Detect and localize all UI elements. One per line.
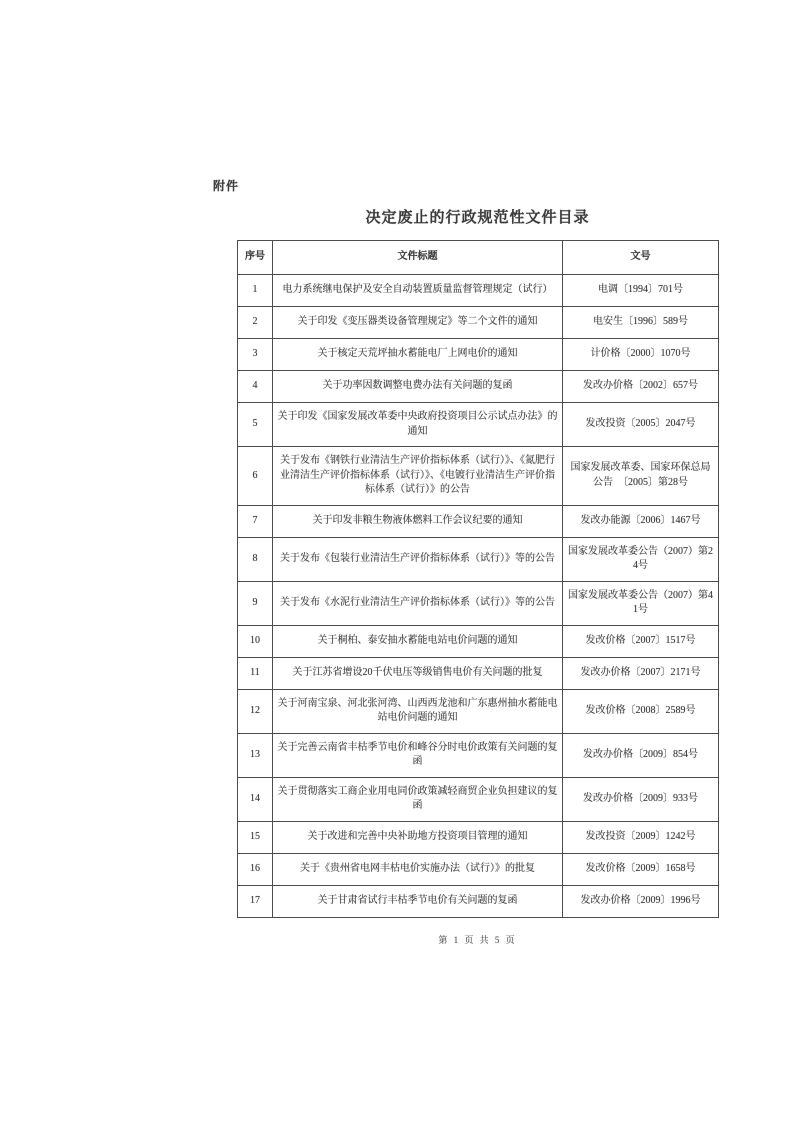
row-number-cell: 发改价格〔2007〕1517号 [563, 625, 719, 657]
row-title-cell: 关于功率因数调整电费办法有关问题的复函 [273, 371, 563, 403]
row-title-cell: 关于河南宝泉、河北张河湾、山西西龙池和广东惠州抽水蓄能电站电价问题的通知 [273, 689, 563, 733]
row-index-cell: 5 [238, 403, 273, 447]
row-title-cell: 关于桐柏、泰安抽水蓄能电站电价问题的通知 [273, 625, 563, 657]
row-number-cell: 国家发展改革委公告（2007）第41号 [563, 581, 719, 625]
table-row [238, 625, 719, 657]
repealed-documents-table [237, 240, 719, 918]
page-title: 决定废止的行政规范性文件目录 [365, 210, 590, 226]
row-number-cell: 发改办价格〔2009〕933号 [563, 777, 719, 821]
table-row [238, 339, 719, 371]
row-title-cell: 关于《贵州省电网丰枯电价实施办法（试行）》的批复 [273, 853, 563, 885]
row-number-cell: 电安生〔1996〕589号 [563, 307, 719, 339]
row-title-cell: 关于改进和完善中央补助地方投资项目管理的通知 [273, 821, 563, 853]
row-index-cell: 6 [238, 447, 273, 506]
row-number-cell: 发改投资〔2009〕1242号 [563, 821, 719, 853]
row-title-cell: 关于印发非粮生物液体燃料工作会议纪要的通知 [273, 505, 563, 537]
row-number-cell: 发改办价格〔2002〕657号 [563, 371, 719, 403]
row-index-cell: 14 [238, 777, 273, 821]
table-row [238, 275, 719, 307]
attachment-label: 附件 [213, 179, 240, 193]
row-title-cell: 关于核定天荒坪抽水蓄能电厂上网电价的通知 [273, 339, 563, 371]
row-number-cell: 计价格〔2000〕1070号 [563, 339, 719, 371]
row-index-cell: 2 [238, 307, 273, 339]
row-index-cell: 3 [238, 339, 273, 371]
row-number-cell: 国家发展改革委公告（2007）第24号 [563, 537, 719, 581]
row-index-cell: 13 [238, 733, 273, 777]
page-footer: 第 1 页 共 5 页 [438, 935, 517, 945]
row-number-cell: 发改办价格〔2007〕2171号 [563, 657, 719, 689]
row-index-cell: 11 [238, 657, 273, 689]
row-index-cell: 4 [238, 371, 273, 403]
row-title-cell: 关于发布《钢铁行业清洁生产评价指标体系（试行）》、《氮肥行业清洁生产评价指标体系（试行）》、《电镀行业清洁生产评价指标体系（试行）》的公告 [273, 447, 563, 506]
row-index-cell: 16 [238, 853, 273, 885]
row-number-cell: 发改投资〔2005〕2047号 [563, 403, 719, 447]
row-title-cell: 关于印发《国家发展改革委中央政府投资项目公示试点办法》的通知 [273, 403, 563, 447]
table-row [238, 885, 719, 917]
row-index-cell: 12 [238, 689, 273, 733]
table-row [238, 689, 719, 733]
table-row [238, 777, 719, 821]
row-number-cell: 发改办能源〔2006〕1467号 [563, 505, 719, 537]
row-number-cell: 发改价格〔2008〕2589号 [563, 689, 719, 733]
row-title-cell: 关于江苏省增设20千伏电压等级销售电价有关问题的批复 [273, 657, 563, 689]
column-header-index: 序号 [238, 241, 273, 275]
column-header-title: 文件标题 [273, 241, 563, 275]
row-index-cell: 15 [238, 821, 273, 853]
row-number-cell: 发改办价格〔2009〕854号 [563, 733, 719, 777]
table-row [238, 447, 719, 506]
table-body [238, 275, 719, 918]
table-row [238, 307, 719, 339]
row-index-cell: 8 [238, 537, 273, 581]
row-index-cell: 1 [238, 275, 273, 307]
row-title-cell: 电力系统继电保护及安全自动装置质量监督管理规定（试行） [273, 275, 563, 307]
table-row [238, 403, 719, 447]
table-row [238, 581, 719, 625]
row-index-cell: 17 [238, 885, 273, 917]
row-title-cell: 关于发布《包装行业清洁生产评价指标体系（试行）》等的公告 [273, 537, 563, 581]
row-index-cell: 9 [238, 581, 273, 625]
row-index-cell: 10 [238, 625, 273, 657]
table-header [238, 241, 719, 275]
table-row [238, 505, 719, 537]
table-header-row [238, 241, 719, 275]
column-header-number: 文号 [563, 241, 719, 275]
row-number-cell: 国家发展改革委、国家环保总局公告 〔2005〕第28号 [563, 447, 719, 506]
row-number-cell: 发改价格〔2009〕1658号 [563, 853, 719, 885]
row-title-cell: 关于贯彻落实工商企业用电同价政策减轻商贸企业负担建议的复函 [273, 777, 563, 821]
row-title-cell: 关于完善云南省丰枯季节电价和峰谷分时电价政策有关问题的复函 [273, 733, 563, 777]
table-row [238, 733, 719, 777]
table-row [238, 821, 719, 853]
row-number-cell: 电调〔1994〕701号 [563, 275, 719, 307]
table-row [238, 657, 719, 689]
table-row [238, 853, 719, 885]
row-number-cell: 发改办价格〔2009〕1996号 [563, 885, 719, 917]
row-title-cell: 关于发布《水泥行业清洁生产评价指标体系（试行）》等的公告 [273, 581, 563, 625]
row-title-cell: 关于甘肃省试行丰枯季节电价有关问题的复函 [273, 885, 563, 917]
row-index-cell: 7 [238, 505, 273, 537]
table-row [238, 371, 719, 403]
row-title-cell: 关于印发《变压器类设备管理规定》等二个文件的通知 [273, 307, 563, 339]
table-row [238, 537, 719, 581]
